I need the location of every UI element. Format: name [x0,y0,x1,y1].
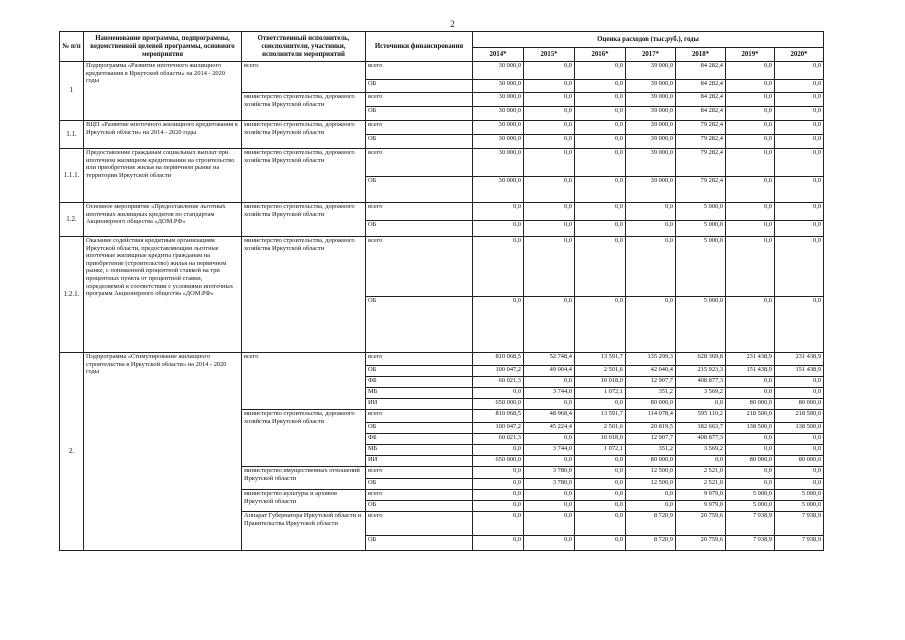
expense-value: 0,0 [524,135,575,149]
funding-source: ОБ [366,423,473,434]
funding-source: ОБ [366,536,473,551]
expense-value: 231 438,9 [775,353,824,366]
expense-value: 0,0 [775,445,824,456]
expense-value: 0,0 [726,62,775,80]
funding-source: всего [366,149,473,177]
funding-source: всего [366,353,473,366]
expense-value: 9 979,0 [676,490,726,501]
expense-value: 13 591,7 [575,353,626,366]
expense-value: 0,0 [775,388,824,399]
expense-value: 0,0 [726,479,775,490]
expense-value: 0,0 [524,377,575,388]
expense-value: 0,0 [775,135,824,149]
expense-value: 0,0 [575,121,626,135]
expense-value: 0,0 [524,177,575,203]
expense-value: 0,0 [575,512,626,536]
expense-value: 0,0 [575,221,626,237]
expense-value: 0,0 [775,221,824,237]
expense-value: 3 569,2 [676,388,726,399]
expense-value: 0,0 [726,445,775,456]
expense-value: 8 720,9 [626,512,676,536]
expense-value: 0,0 [775,107,824,121]
program-name: Предоставление гражданам социальных выплат при ипотечном жилищном кредитовании на строительство или приобретение жилья на первичном рынке на территории Иркутской области [84,149,242,203]
expense-value: 0,0 [575,456,626,467]
expense-value: 9 979,0 [676,501,726,512]
expense-value: 80 000,0 [775,456,824,467]
expense-value: 0,0 [726,388,775,399]
expense-value: 84 282,4 [676,93,726,107]
header-year: 2014* [473,48,524,62]
executor: министерство имущественных отношений Иркутской области [242,467,366,490]
page-number: 2 [450,19,455,29]
expense-value: 0,0 [775,237,824,297]
expense-value: 60 021,3 [473,377,524,388]
expense-value: 151 438,9 [775,366,824,377]
expense-value: 100 047,2 [473,423,524,434]
row-number: 1.2.1. [60,237,84,353]
row-number: 1 [60,62,84,121]
expense-value: 135 299,3 [626,353,676,366]
expense-value: 5 000,0 [676,237,726,297]
funding-source: МБ [366,388,473,399]
expense-value: 0,0 [676,399,726,410]
funding-source: всего [366,203,473,221]
program-name: Основное мероприятие «Предоставление льготных ипотечных жилищных кредитов по стандартам Акционерного общества «ДОМ.РФ» [84,203,242,237]
expense-value: 0,0 [473,221,524,237]
header-year: 2015* [524,48,575,62]
expense-value: 0,0 [575,490,626,501]
expense-value: 0,0 [473,479,524,490]
expense-value: 84 282,4 [676,107,726,121]
funding-source: ИИ [366,399,473,410]
expense-value: 2 501,6 [575,366,626,377]
funding-source: ОБ [366,135,473,149]
expense-value: 0,0 [726,177,775,203]
expense-value: 0,0 [524,80,575,93]
expense-value: 0,0 [726,434,775,445]
expense-value: 182 663,7 [676,423,726,434]
expense-value: 39 000,0 [626,177,676,203]
expense-value: 3 780,0 [524,467,575,479]
expense-value: 0,0 [524,107,575,121]
expense-value: 0,0 [575,149,626,177]
funding-source: ОБ [366,479,473,490]
expense-value: 84 282,4 [676,80,726,93]
expense-value: 42 040,4 [626,366,676,377]
expense-value: 0,0 [726,80,775,93]
executor: всего [242,62,366,93]
expense-value: 0,0 [524,456,575,467]
expense-value: 10 018,0 [575,434,626,445]
executor: министерство строительства, дорожного хозяйства Иркутской области [242,203,366,237]
expense-value: 0,0 [575,501,626,512]
header-year: 2020* [775,48,824,62]
expense-value: 0,0 [775,467,824,479]
header-name: Наименование программы, подпрограммы, ведомственной целевой программы, основного мероприятия [84,32,242,62]
expense-value: 0,0 [575,479,626,490]
funding-source: ОБ [366,297,473,353]
expense-value: 138 500,0 [775,423,824,434]
funding-source: всего [366,410,473,423]
expense-value: 1 072,1 [575,445,626,456]
expense-value: 0,0 [775,62,824,80]
expense-value: 0,0 [575,467,626,479]
expense-value: 0,0 [473,467,524,479]
expense-value: 0,0 [626,237,676,297]
expense-value: 231 438,9 [726,353,775,366]
expense-value: 351,2 [626,445,676,456]
expense-value: 351,2 [626,388,676,399]
expense-value: 80 000,0 [726,399,775,410]
expense-value: 30 000,0 [473,62,524,80]
expense-value: 0,0 [524,149,575,177]
expense-value: 0,0 [726,467,775,479]
expense-value: 0,0 [726,107,775,121]
header-year: 2019* [726,48,775,62]
expense-value: 0,0 [775,149,824,177]
table-row [60,121,824,135]
expense-value: 0,0 [726,237,775,297]
expense-value: 79 282,4 [676,149,726,177]
expense-value: 0,0 [575,62,626,80]
expense-value: 80 000,0 [726,456,775,467]
expense-value: 0,0 [575,399,626,410]
funding-source: ОБ [366,221,473,237]
executor: министерство строительства, дорожного хозяйства Иркутской области [242,410,366,467]
funding-source: ИИ [366,456,473,467]
expense-value: 45 224,4 [524,423,575,434]
expense-value: 0,0 [626,203,676,221]
expense-value: 0,0 [575,203,626,221]
expense-value: 5 000,0 [775,490,824,501]
expense-value: 0,0 [524,536,575,551]
expense-value: 114 078,4 [626,410,676,423]
expense-value: 0,0 [473,501,524,512]
executor: всего [242,353,366,410]
expense-value: 0,0 [524,490,575,501]
expense-value: 5 000,0 [775,501,824,512]
expense-value: 0,0 [726,377,775,388]
expense-value: 0,0 [473,445,524,456]
row-number: 1.1.1. [60,149,84,203]
table-row [60,203,824,221]
expense-value: 2 521,0 [676,479,726,490]
expense-value: 0,0 [524,501,575,512]
expense-value: 30 000,0 [473,107,524,121]
expense-value: 20 759,6 [676,512,726,536]
expense-value: 7 938,9 [775,536,824,551]
expense-value: 60 021,3 [473,434,524,445]
expense-value: 39 000,0 [626,149,676,177]
row-number: 1.2. [60,203,84,237]
expense-value: 39 000,0 [626,62,676,80]
expense-value: 30 000,0 [473,149,524,177]
expense-value: 218 500,0 [775,410,824,423]
expense-table [59,31,824,551]
expense-value: 628 369,8 [676,353,726,366]
expense-value: 0,0 [473,388,524,399]
expense-value: 0,0 [726,297,775,353]
funding-source: всего [366,237,473,297]
expense-value: 30 000,0 [473,93,524,107]
expense-value: 30 000,0 [473,177,524,203]
expense-value: 0,0 [524,434,575,445]
expense-value: 0,0 [473,297,524,353]
expense-value: 3 744,0 [524,388,575,399]
expense-value: 0,0 [775,434,824,445]
funding-source: всего [366,512,473,536]
expense-value: 0,0 [726,221,775,237]
executor: министерство строительства, дорожного хозяйства Иркутской области [242,149,366,203]
expense-value: 0,0 [626,501,676,512]
expense-value: 10 018,0 [575,377,626,388]
expense-value: 0,0 [775,93,824,107]
table-row [60,62,824,80]
expense-value: 0,0 [726,135,775,149]
expense-value: 30 000,0 [473,121,524,135]
executor: министерство строительства, дорожного хозяйства Иркутской области [242,237,366,353]
expense-value: 80 000,0 [626,399,676,410]
expense-value: 0,0 [473,512,524,536]
expense-value: 218 500,0 [726,410,775,423]
row-number: 2. [60,353,84,551]
header-source: Источники финансирования [366,32,473,62]
expense-value: 7 938,9 [775,512,824,536]
funding-source: МБ [366,445,473,456]
expense-value: 0,0 [775,177,824,203]
expense-value: 138 500,0 [726,423,775,434]
expense-value: 2 501,6 [575,423,626,434]
expense-value: 0,0 [676,456,726,467]
executor: министерство строительства, дорожного хозяйства Иркутской области [242,121,366,149]
funding-source: ОБ [366,80,473,93]
expense-value: 39 000,0 [626,107,676,121]
funding-source: ОБ [366,366,473,377]
expense-value: 12 907,7 [626,377,676,388]
funding-source: ОБ [366,177,473,203]
expense-value: 20 759,6 [676,536,726,551]
expense-value: 215 923,3 [676,366,726,377]
expense-value: 0,0 [626,490,676,501]
header-year: 2018* [676,48,726,62]
expense-value: 84 282,4 [676,62,726,80]
expense-value: 408 877,3 [676,434,726,445]
funding-source: ФБ [366,377,473,388]
expense-value: 52 748,4 [524,353,575,366]
program-name: Оказание содействия кредитным организациям Иркутской области, предоставляющим льготные ипотечные жилищные кредиты гражданам на приобретение (строительство) жилья на первичном рынке, с пониженной процентной ставкой на три процентных пункта от процентной ставки, определяемой в соответствии с условиями ипотечных программ Акционерного общества «ДОМ.РФ» [84,237,242,353]
expense-value: 5 000,0 [676,221,726,237]
expense-value: 0,0 [775,80,824,93]
funding-source: ФБ [366,434,473,445]
expense-value: 0,0 [473,237,524,297]
expense-value: 595 110,2 [676,410,726,423]
expense-value: 0,0 [775,203,824,221]
expense-value: 79 282,4 [676,177,726,203]
program-name: ВЦП «Развитие ипотечного жилищного кредитования в Иркутской области» на 2014 - 2020 годы [84,121,242,149]
funding-source: ОБ [366,501,473,512]
header-executor: Ответственный исполнитель, соисполнители, участники, исполнители мероприятий [242,32,366,62]
expense-value: 30 000,0 [473,135,524,149]
expense-value: 79 282,4 [676,121,726,135]
program-name: Подпрограмма «Развитие ипотечного жилищного кредитования в Иркутской области» на 2014 - 2020 годы [84,62,242,121]
funding-source: всего [366,467,473,479]
header-year: 2017* [626,48,676,62]
expense-value: 0,0 [775,121,824,135]
executor: министерство строительства, дорожного хозяйства Иркутской области [242,93,366,121]
expense-value: 0,0 [473,490,524,501]
expense-value: 5 000,0 [726,501,775,512]
expense-value: 0,0 [575,107,626,121]
expense-value: 0,0 [726,203,775,221]
table-row [60,149,824,177]
expense-value: 7 938,9 [726,536,775,551]
expense-value: 0,0 [524,399,575,410]
expense-value: 5 000,0 [726,490,775,501]
expense-value: 0,0 [775,297,824,353]
expense-value: 0,0 [575,297,626,353]
expense-value: 0,0 [575,93,626,107]
expense-value: 5 000,0 [676,203,726,221]
expense-value: 810 068,5 [473,353,524,366]
expense-value: 39 000,0 [626,80,676,93]
funding-source: всего [366,121,473,135]
expense-value: 0,0 [575,135,626,149]
expense-value: 0,0 [775,479,824,490]
expense-value: 20 819,5 [626,423,676,434]
expense-value: 12 500,0 [626,467,676,479]
expense-value: 3 744,0 [524,445,575,456]
executor: министерство культуры и архивов Иркутской области [242,490,366,512]
expense-value: 0,0 [524,221,575,237]
table-row [60,237,824,297]
expense-value: 650 000,0 [473,399,524,410]
expense-value: 0,0 [524,93,575,107]
expense-value: 0,0 [575,237,626,297]
expense-value: 3 780,0 [524,479,575,490]
expense-value: 0,0 [726,149,775,177]
expense-value: 13 591,7 [575,410,626,423]
expense-value: 0,0 [575,536,626,551]
expense-value: 0,0 [524,121,575,135]
expense-value: 0,0 [524,203,575,221]
expense-value: 0,0 [726,121,775,135]
expense-value: 7 938,9 [726,512,775,536]
expense-value: 151 438,9 [726,366,775,377]
header-num: № п/п [60,32,84,62]
expense-value: 0,0 [575,80,626,93]
expense-value: 0,0 [626,297,676,353]
row-number: 1.1. [60,121,84,149]
expense-value: 1 072,1 [575,388,626,399]
expense-value: 0,0 [626,221,676,237]
expense-value: 0,0 [575,177,626,203]
expense-value: 0,0 [524,237,575,297]
expense-value: 80 000,0 [626,456,676,467]
expense-value: 39 000,0 [626,93,676,107]
expense-value: 49 004,4 [524,366,575,377]
expense-value: 0,0 [524,512,575,536]
funding-source: ОБ [366,107,473,121]
expense-value: 408 877,3 [676,377,726,388]
executor: Аппарат Губернатора Иркутской области и Правительства Иркутской области [242,512,366,551]
expense-value: 0,0 [524,297,575,353]
expense-value: 0,0 [726,93,775,107]
expense-value: 2 521,0 [676,467,726,479]
expense-value: 100 047,2 [473,366,524,377]
expense-value: 12 907,7 [626,434,676,445]
expense-value: 12 500,0 [626,479,676,490]
expense-value: 0,0 [473,536,524,551]
funding-source: всего [366,93,473,107]
expense-value: 5 000,0 [676,297,726,353]
expense-value: 48 968,4 [524,410,575,423]
expense-value: 0,0 [473,203,524,221]
program-name: Подпрограмма «Стимулирование жилищного строительства в Иркутской области» на 2014 - 2020 годы [84,353,242,551]
expense-value: 0,0 [775,377,824,388]
expense-value: 810 068,5 [473,410,524,423]
header-year: 2016* [575,48,626,62]
funding-source: всего [366,490,473,501]
expense-value: 30 000,0 [473,80,524,93]
expense-value: 80 000,0 [775,399,824,410]
table-row [60,353,824,366]
header-estimate: Оценка расходов (тыс.руб.), годы [473,32,824,48]
expense-value: 8 720,9 [626,536,676,551]
expense-value: 3 569,2 [676,445,726,456]
funding-source: всего [366,62,473,80]
expense-value: 79 282,4 [676,135,726,149]
expense-value: 39 000,0 [626,135,676,149]
expense-value: 0,0 [524,62,575,80]
expense-value: 650 000,0 [473,456,524,467]
expense-value: 39 000,0 [626,121,676,135]
